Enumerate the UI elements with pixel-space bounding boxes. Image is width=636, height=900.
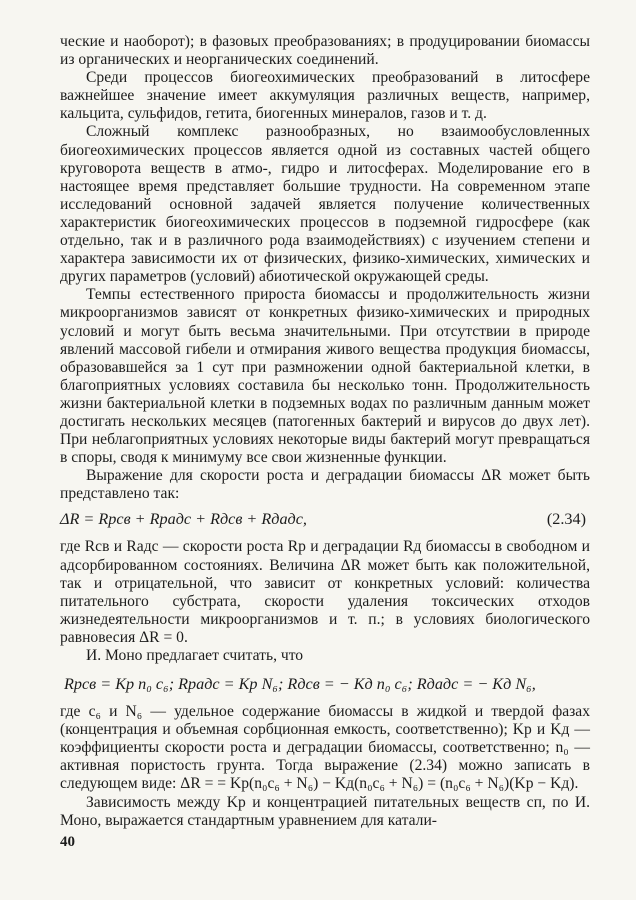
paragraph-8: где c₆ и N₆ — удельное содержание биомассы в жидкой и твердой фазах (концентрация и объемная сорбционная емкость, соответственно); Kр и Kд — коэффициенты скорости роста и деградации биомассы, соответственно; n₀ — активная пористость грунта. Тогда выражение (2.34) можно записать в следующем виде: ΔR = = Kр(n₀c₆ + N₆) − Kд(n₀c₆ + N₆) = (n₀c₆ + N₆)(Kр − Kд).	[60, 703, 590, 793]
page-number: 40	[60, 833, 75, 850]
paragraph-5: Выражение для скорости роста и деградации биомассы ΔR может быть представлено так:	[60, 467, 590, 503]
equation-2-34-body: ΔR = Rрсв + Rрадс + Rдсв + Rдадс,	[60, 510, 307, 529]
paragraph-3: Сложный комплекс разнообразных, но взаимообусловленных биогеохимических процессов является одной из составных частей общего круговорота веществ в атмо-, гидро и литосферах. Моделирование его в настоящее время представляет большие трудности. На современном этапе исследований основной задачей является получение количественных характеристик биогеохимических процессов в подземной гидросфере (как отдельно, так и в различного рода взаимодействиях) с изучением степени и характера зависимости их от физических, физико-химических, химических и других параметров (условий) абиотической окружающей среды.	[60, 123, 590, 286]
paragraph-4: Темпы естественного прироста биомассы и продолжительность жизни микроорганизмов зависят от конкретных физико-химических и природных условий и могут быть весьма значительными. При отсутствии в природе явлений массовой гибели и отмирания живого вещества продукция биомассы, образовавшейся за 1 сут при размножении одной бактериальной клетки, в благоприятных условиях составила бы несколько тонн. Продолжительность жизни бактериальной клетки в подземных водах по различным данным может достигать нескольких месяцев (патогенных бактерий и вирусов до двух лет). При неблагоприятных условиях некоторые виды бактерий могут превращаться в споры, сводя к минимуму все свои жизненные функции.	[60, 286, 590, 467]
paragraph-1: ческие и наоборот); в фазовых преобразованиях; в продуцировании биомассы из органических и неорганических соединений.	[60, 33, 590, 69]
paragraph-7: И. Моно предлагает считать, что	[86, 647, 304, 664]
paragraph-2: Среди процессов биогеохимических преобразований в литосфере важнейшее значение имеет аккумуляция различных веществ, например, кальцита, сульфидов, гетита, биогенных минералов, газов и т. д.	[60, 69, 590, 123]
equation-number: (2.34)	[546, 510, 586, 529]
paragraph-6: где Rсв и Rадс — скорости роста Rр и деградации Rд биомассы в свободном и адсорбированном состояниях. Величина ΔR может быть как положительной, так и отрицательной, что зависит от конкретных условий: количества питательного субстрата, скорости удаления токсических отходов жизнедеятельности микроорганизмов и т. п.; в условиях биологического равновесия ΔR = 0.	[60, 538, 590, 646]
paragraph-9: Зависимость между Kр и концентрацией питательных веществ cп, по И. Моно, выражается стандартным уравнением для катали-	[60, 793, 590, 829]
equation-monod-rates: Rрсв = Kр n₀ c₆; Rрадс = Kр N₆; Rдсв = − Kд n₀ c₆; Rдадс = − Kд N₆,	[64, 675, 536, 694]
equation-2-34	[60, 509, 590, 529]
